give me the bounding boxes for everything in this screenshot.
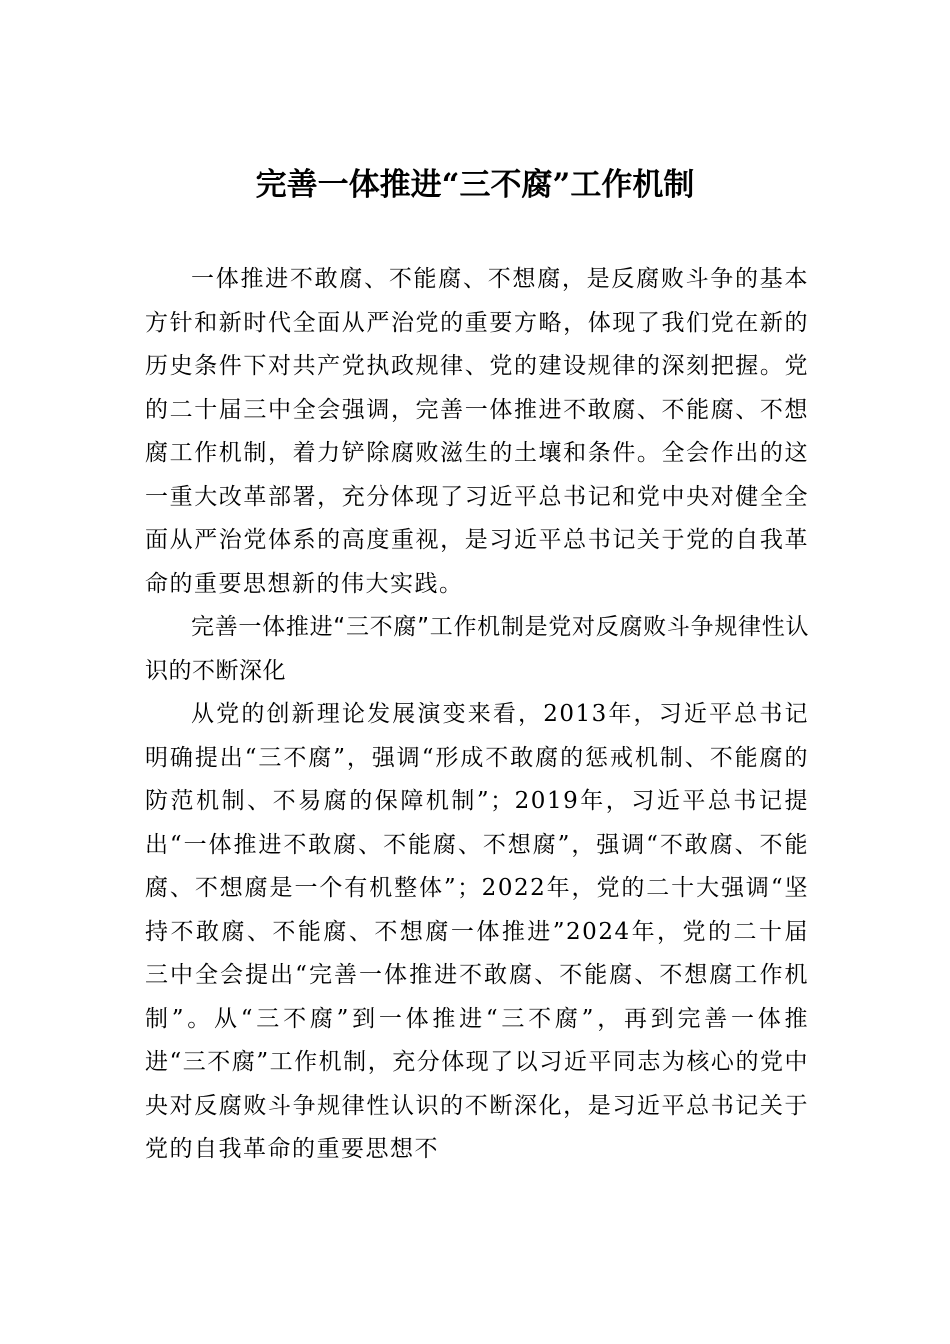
document-title: 完善一体推进“三不腐”工作机制 bbox=[255, 167, 695, 203]
intro-paragraph: 一体推进不敢腐、不能腐、不想腐，是反腐败斗争的基本方针和新时代全面从严治党的重要方略，体现了我们党在新的历史条件下对共产党执政规律、党的建设规律的深刻把握。党的二十届三中全会强调，完善一体推进不敢腐、不能腐、不想腐工作机制，着力铲除腐败滋生的土壤和条件。全会作出的这一重大改革部署，充分体现了习近平总书记和党中央对健全全面从严治党体系的高度重视，是习近平总书记关于党的自我革命的重要思想新的伟大实践。 bbox=[145, 266, 809, 597]
body-paragraph: 从党的创新理论发展演变来看，2013年，习近平总书记明确提出“三不腐”，强调“形成不敢腐的惩戒机制、不能腐的防范机制、不易腐的保障机制”；2019年，习近平总书记提出“一体推进不敢腐、不能腐、不想腐”，强调“不敢腐、不能腐、不想腐是一个有机整体”；2022年，党的二十大强调“坚持不敢腐、不能腐、不想腐一体推进”2024年，党的二十届三中全会提出“完善一体推进不敢腐、不能腐、不想腐工作机制”。从“三不腐”到一体推进“三不腐”，再到完善一体推进“三不腐”工作机制，充分体现了以习近平同志为核心的党中央对反腐败斗争规律性认识的不断深化，是习近平总书记关于党的自我革命的重要思想不 bbox=[145, 701, 809, 1162]
section-heading: 完善一体推进“三不腐”工作机制是党对反腐败斗争规律性认识的不断深化 bbox=[145, 614, 809, 684]
document-body bbox=[145, 258, 809, 1172]
